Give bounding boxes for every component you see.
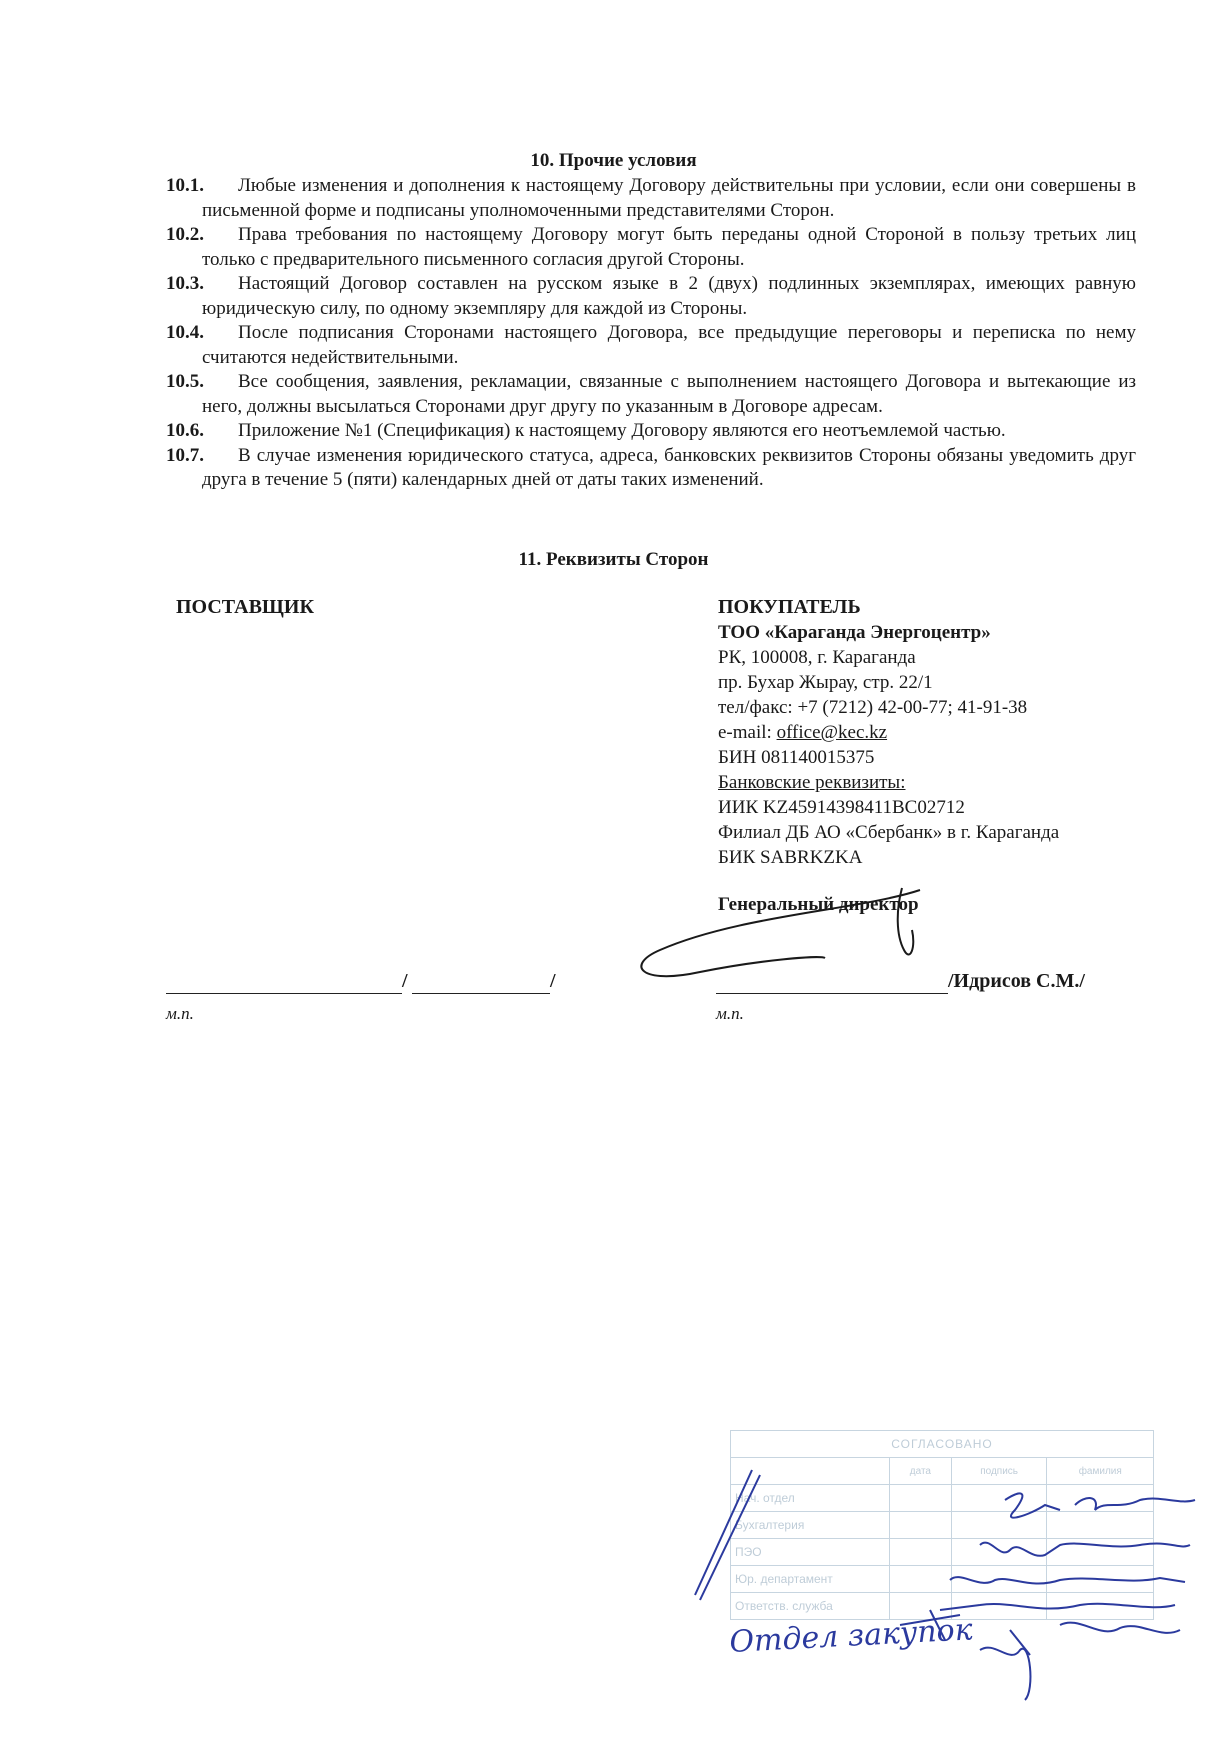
- buyer-stamp-place: м.п.: [716, 1004, 744, 1023]
- buyer-bin: БИН 081140015375: [718, 747, 875, 768]
- clause-text: Любые изменения и дополнения к настоящему Договору действительны при условии, если они совершены в письменной форме и подписаны уполномоченными представителями Сторон.: [202, 175, 1136, 221]
- buyer-iik: ИИК KZ45914398411BC02712: [718, 797, 965, 818]
- supplier-title: ПОСТАВЩИК: [176, 596, 314, 618]
- clause-text: В случае изменения юридического статуса, адреса, банковских реквизитов Стороны обязаны уведомить друг друга в течение 5 (пяти) календарных дней от даты таких изменений.: [202, 444, 1136, 490]
- clause-number: 10.1.: [166, 175, 204, 196]
- stamp-title: СОГЛАСОВАНО: [731, 1431, 1154, 1458]
- clause-text: Все сообщения, заявления, рекламации, связанные с выполнением настоящего Договора и вытекающие из него, должны высылаться Сторонами друг другу по указанным в Договоре адресам.: [202, 371, 1136, 417]
- stamp-row-label: Нач. отдел: [731, 1485, 890, 1512]
- buyer-email-link[interactable]: office@kec.kz: [776, 722, 888, 743]
- buyer-signatory: /Идрисов С.М./: [948, 970, 1085, 992]
- stamp-col-date: дата: [890, 1458, 952, 1485]
- section-10-title: 10. Прочие условия: [530, 150, 697, 171]
- stamp-col-name: фамилия: [1047, 1458, 1154, 1485]
- buyer-address-line2: пр. Бухар Жырау, стр. 22/1: [718, 672, 933, 693]
- clause-number: 10.7.: [166, 444, 204, 466]
- clause-text: Права требования по настоящему Договору могут быть переданы одной Стороной в пользу третьих лиц только с предварительного письменного согласия другой Стороны.: [202, 224, 1136, 270]
- clause-text: Настоящий Договор составлен на русском языке в 2 (двух) подлинных экземплярах, имеющих равную юридическую силу, по одному экземпляру для каждой из Стороны.: [202, 273, 1136, 319]
- clause-number: 10.3.: [166, 273, 204, 294]
- director-title: Генеральный директор: [718, 894, 919, 915]
- clause-text: После подписания Сторонами настоящего Договора, все предыдущие переговоры и переписка по нему считаются недействительными.: [202, 322, 1136, 368]
- clause-text: Приложение №1 (Спецификация) к настоящему Договору являются его неотъемлемой частью.: [238, 420, 1006, 441]
- buyer-bank: Филиал ДБ АО «Сбербанк» в г. Караганда: [718, 822, 1060, 843]
- buyer-phone: тел/факс: +7 (7212) 42-00-77; 41-91-38: [718, 697, 1028, 718]
- email-prefix: e-mail:: [718, 722, 777, 743]
- stamp-row-label: Юр. департамент: [731, 1566, 890, 1593]
- section-11-title: 11. Реквизиты Сторон: [518, 549, 709, 570]
- buyer-company: ТОО «Караганда Энергоцентр»: [718, 622, 991, 643]
- buyer-address-line1: РК, 100008, г. Караганда: [718, 647, 916, 668]
- supplier-stamp-place: м.п.: [166, 1004, 194, 1023]
- bank-details-header: Банковские реквизиты:: [718, 772, 906, 793]
- stamp-row-label: Бухгалтерия: [731, 1512, 890, 1539]
- stamp-row-label: Ответств. служба: [731, 1593, 890, 1620]
- clause-number: 10.5.: [166, 371, 204, 392]
- handwritten-dept: Отдел закупок: [728, 1612, 974, 1660]
- slash-separator: /: [402, 970, 408, 992]
- clause-number: 10.4.: [166, 322, 204, 343]
- buyer-bik: БИК SABRKZKA: [718, 847, 863, 868]
- clause-number: 10.2.: [166, 224, 204, 245]
- slash-separator: /: [550, 970, 556, 992]
- clause-number: 10.6.: [166, 420, 204, 441]
- stamp-col-sign: подпись: [951, 1458, 1047, 1485]
- buyer-title: ПОКУПАТЕЛЬ: [718, 596, 861, 618]
- stamp-row-label: ПЭО: [731, 1539, 890, 1566]
